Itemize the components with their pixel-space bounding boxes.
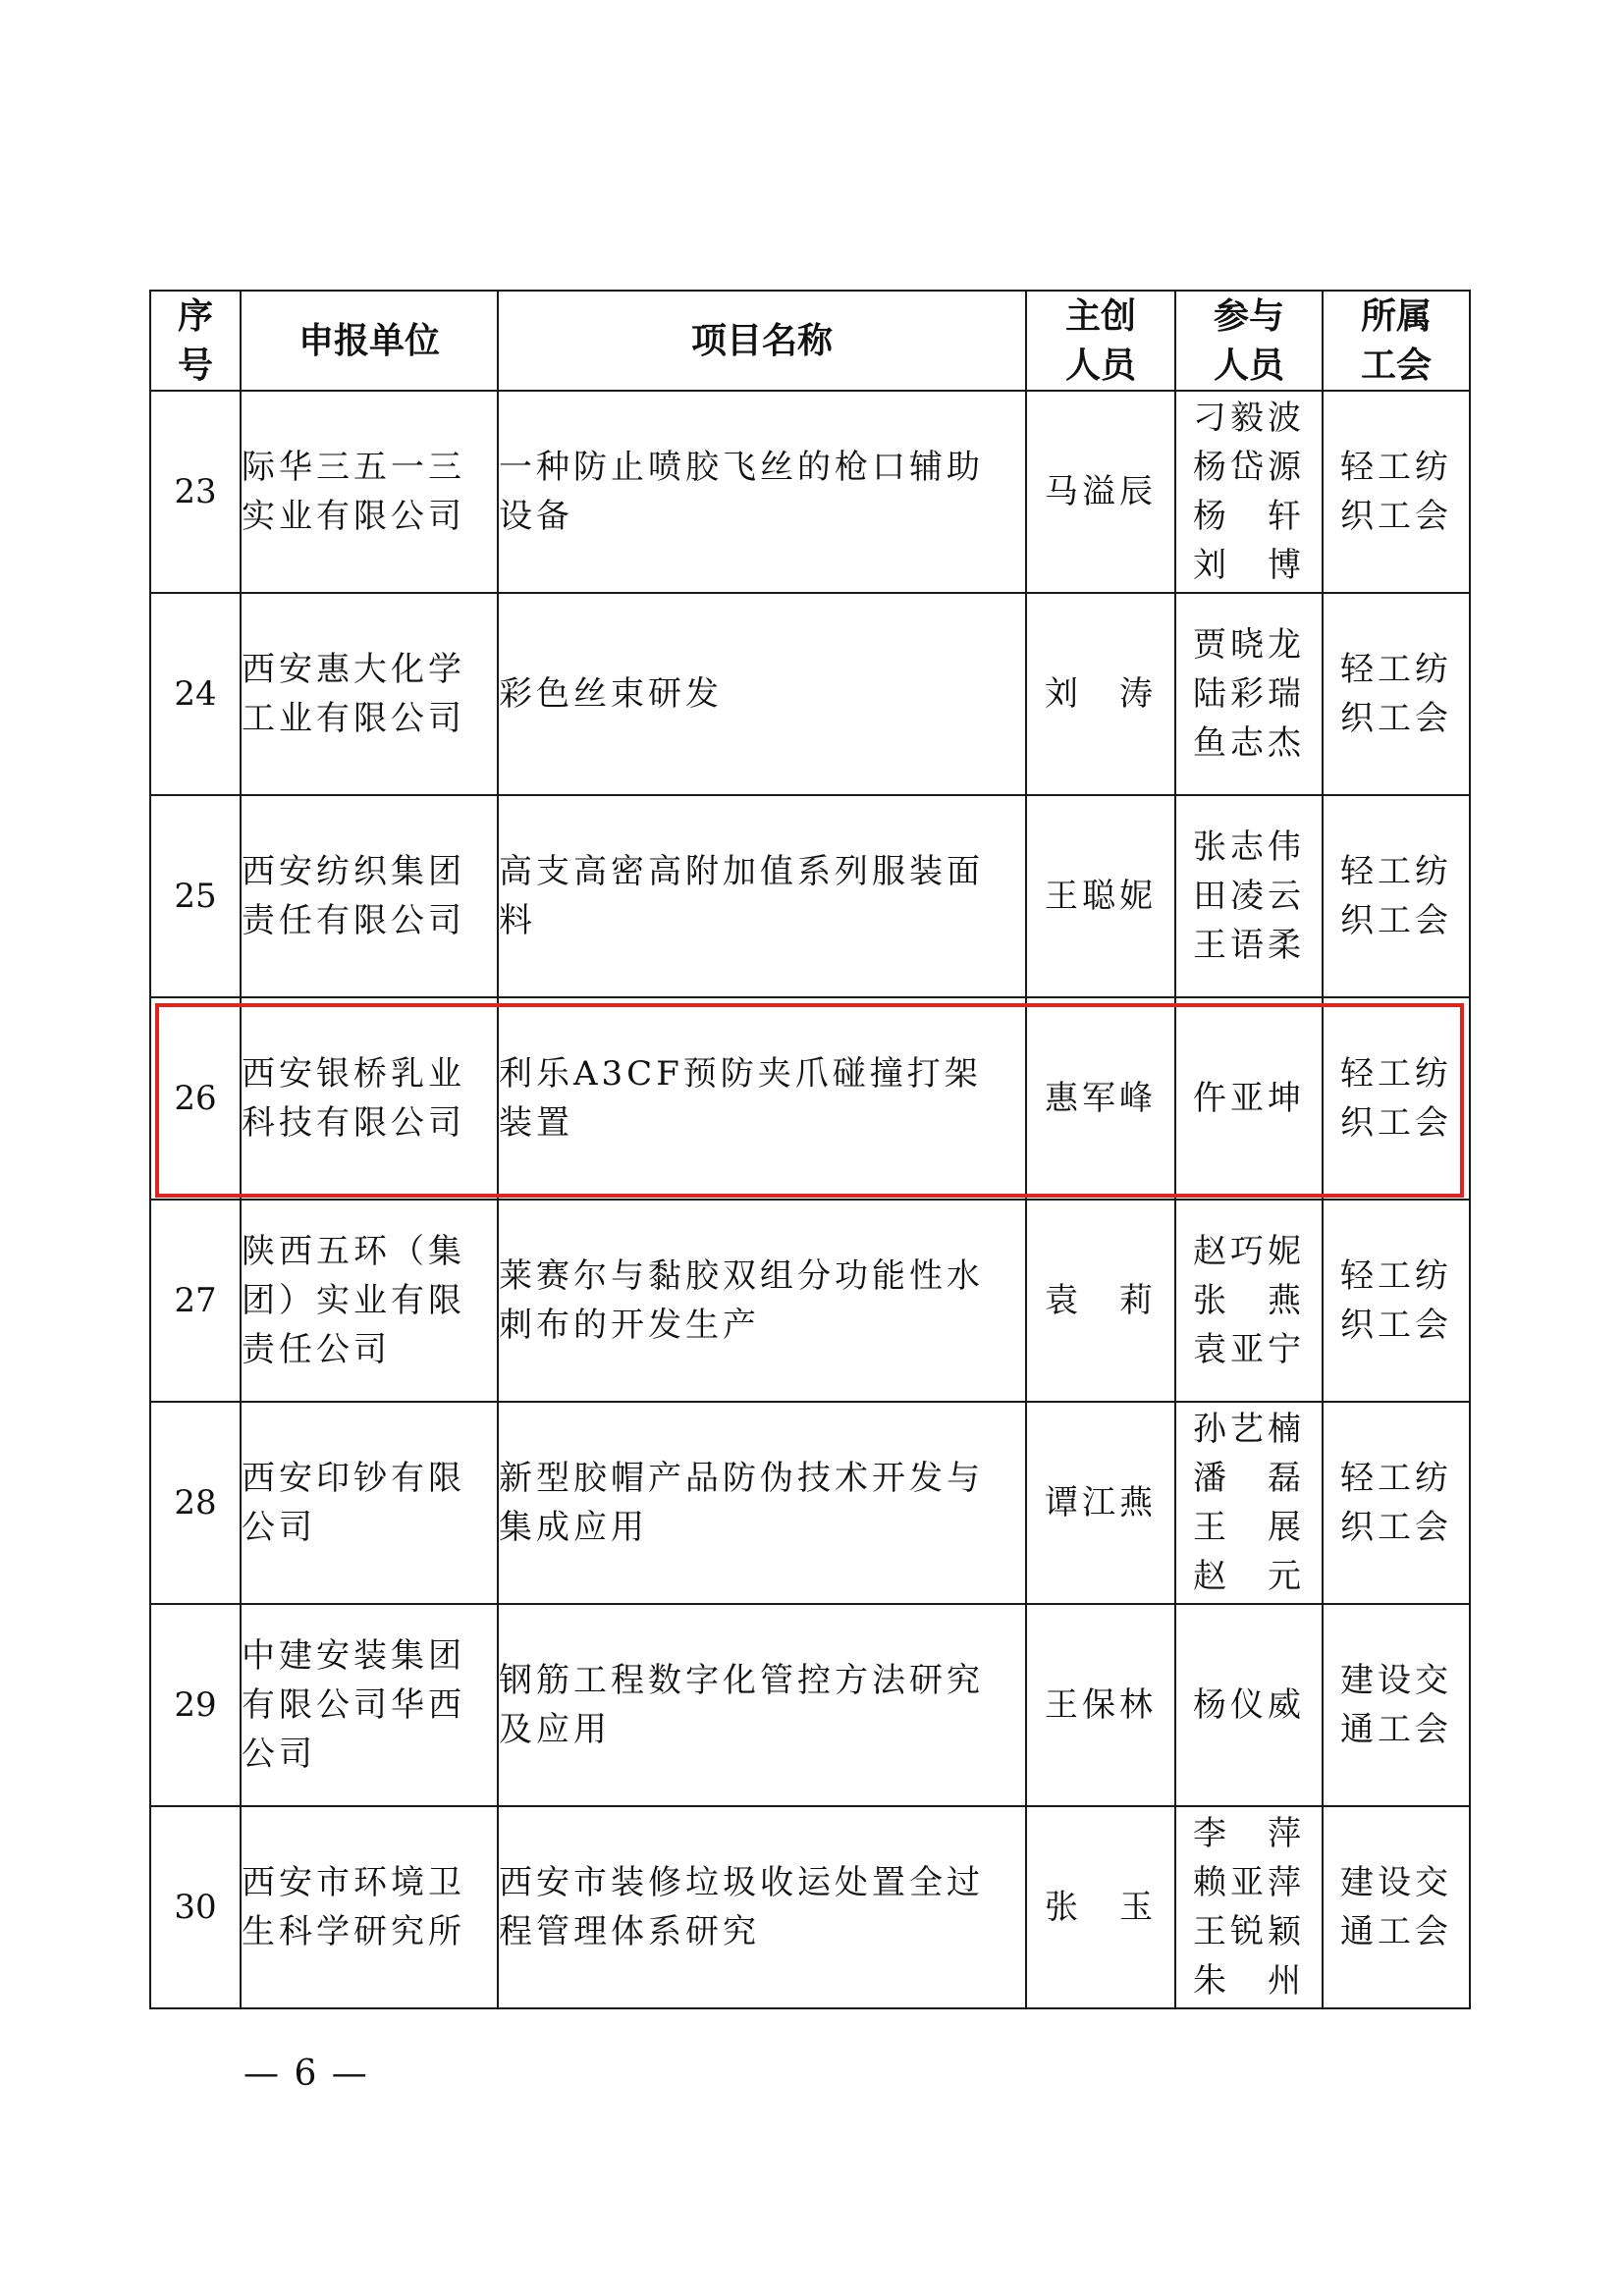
participants-line: 陆彩瑞 — [1193, 674, 1305, 714]
participants-line: 王 展 — [1193, 1508, 1305, 1547]
participants — [1175, 593, 1323, 795]
participants-line: 刁毅波 — [1193, 399, 1305, 438]
participants-line: 赖亚萍 — [1193, 1863, 1305, 1902]
applicant-unit-line: 科技有限公司 — [242, 1103, 465, 1143]
participants-line: 张 燕 — [1193, 1281, 1305, 1320]
lead-person: 刘 涛 — [1026, 593, 1175, 795]
union-name-line: 建设交 — [1340, 1661, 1452, 1700]
union-name-line: 织工会 — [1340, 1508, 1452, 1547]
lead-person: 马溢辰 — [1026, 391, 1175, 593]
applicant-unit-line: 有限公司华西 — [242, 1685, 465, 1725]
project-name-line: 装置 — [499, 1103, 573, 1143]
header-participants: 参与 人员 — [1175, 291, 1323, 391]
applicant-unit — [241, 997, 498, 1200]
row-number: 24 — [150, 593, 241, 795]
lead-person: 张 玉 — [1026, 1806, 1175, 2008]
project-name-line: 新型胶帽产品防伪技术开发与 — [499, 1459, 984, 1498]
union-name-line: 轻工纺 — [1340, 1459, 1452, 1498]
applicant-unit-line: 际华三五一三 — [242, 448, 465, 487]
applicant-unit-line: 实业有限公司 — [242, 497, 465, 536]
applicant-unit — [241, 593, 498, 795]
applicant-unit-line: 责任公司 — [242, 1330, 391, 1369]
project-name-line: 程管理体系研究 — [499, 1912, 760, 1951]
participants-line: 杨仪威 — [1193, 1685, 1305, 1725]
participants-line: 鱼志杰 — [1193, 723, 1305, 763]
union-name-line: 织工会 — [1340, 901, 1452, 940]
header-lead: 主创 人员 — [1026, 291, 1175, 391]
union-name-line: 通工会 — [1340, 1710, 1452, 1749]
participants-line: 赵 元 — [1193, 1557, 1305, 1596]
project-name-line: 彩色丝束研发 — [499, 674, 723, 714]
header-unit: 申报单位 — [241, 291, 498, 391]
project-name-line: 利乐A3CF预防夹爪碰撞打架 — [499, 1054, 982, 1094]
applicant-unit — [241, 795, 498, 997]
union-name — [1323, 593, 1470, 795]
table-row — [150, 997, 1470, 1200]
union-name-line: 建设交 — [1340, 1863, 1452, 1902]
project-name — [498, 1200, 1026, 1402]
participants-line: 袁亚宁 — [1193, 1330, 1305, 1369]
participants-line: 田凌云 — [1193, 877, 1305, 916]
lead-person: 谭江燕 — [1026, 1402, 1175, 1604]
participants-line: 王锐颖 — [1193, 1912, 1305, 1951]
participants-line: 王语柔 — [1193, 926, 1305, 965]
applicant-unit-line: 西安市环境卫 — [242, 1863, 465, 1902]
row-number: 23 — [150, 391, 241, 593]
union-name-line: 织工会 — [1340, 699, 1452, 738]
project-name-line: 钢筋工程数字化管控方法研究 — [499, 1661, 984, 1700]
participants-line: 杨 轩 — [1193, 497, 1305, 536]
participants — [1175, 997, 1323, 1200]
project-name-line: 高支高密高附加值系列服装面 — [499, 852, 984, 891]
row-number: 30 — [150, 1806, 241, 2008]
union-name-line: 轻工纺 — [1340, 1256, 1452, 1296]
project-name-line: 设备 — [499, 497, 573, 536]
union-name — [1323, 1402, 1470, 1604]
row-number: 25 — [150, 795, 241, 997]
project-name-line: 及应用 — [499, 1710, 611, 1749]
union-name — [1323, 1806, 1470, 2008]
project-name — [498, 593, 1026, 795]
project-name-line: 西安市装修垃圾收运处置全过 — [499, 1863, 984, 1902]
participants-line: 孙艺楠 — [1193, 1410, 1305, 1449]
project-name — [498, 1402, 1026, 1604]
table-row — [150, 1402, 1470, 1604]
lead-person: 王聪妮 — [1026, 795, 1175, 997]
row-number: 26 — [150, 997, 241, 1200]
row-number: 29 — [150, 1604, 241, 1806]
applicant-unit-line: 西安银桥乳业 — [242, 1054, 465, 1094]
awards-table — [149, 290, 1471, 2009]
table-row — [150, 1604, 1470, 1806]
row-number: 28 — [150, 1402, 241, 1604]
applicant-unit — [241, 1200, 498, 1402]
project-name — [498, 1806, 1026, 2008]
participants-line: 李 萍 — [1193, 1814, 1305, 1853]
project-name — [498, 1604, 1026, 1806]
union-name-line: 织工会 — [1340, 1103, 1452, 1143]
participants-line: 赵巧妮 — [1193, 1232, 1305, 1271]
participants-line: 仵亚坤 — [1193, 1079, 1305, 1118]
page-number: — 6 — — [244, 2054, 369, 2094]
lead-person: 惠军峰 — [1026, 997, 1175, 1200]
union-name-line: 织工会 — [1340, 497, 1452, 536]
project-name-line: 刺布的开发生产 — [499, 1306, 760, 1345]
applicant-unit — [241, 1604, 498, 1806]
project-name — [498, 795, 1026, 997]
applicant-unit-line: 西安印钞有限 — [242, 1459, 465, 1498]
union-name — [1323, 1604, 1470, 1806]
table-row — [150, 795, 1470, 997]
project-name — [498, 391, 1026, 593]
participants — [1175, 391, 1323, 593]
union-name — [1323, 997, 1470, 1200]
applicant-unit-line: 责任有限公司 — [242, 901, 465, 940]
participants-line: 贾晓龙 — [1193, 625, 1305, 665]
participants-line: 张志伟 — [1193, 828, 1305, 867]
row-number: 27 — [150, 1200, 241, 1402]
union-name — [1323, 1200, 1470, 1402]
union-name-line: 轻工纺 — [1340, 852, 1452, 891]
applicant-unit-line: 陕西五环（集 — [242, 1232, 465, 1271]
applicant-unit-line: 工业有限公司 — [242, 699, 465, 738]
applicant-unit-line: 西安惠大化学 — [242, 650, 465, 689]
table-row — [150, 391, 1470, 593]
applicant-unit-line: 公司 — [242, 1735, 316, 1774]
table-row — [150, 1806, 1470, 2008]
applicant-unit-line: 中建安装集团 — [242, 1636, 465, 1676]
header-project: 项目名称 — [498, 291, 1026, 391]
table-row — [150, 593, 1470, 795]
union-name-line: 轻工纺 — [1340, 1054, 1452, 1094]
applicant-unit — [241, 1402, 498, 1604]
union-name — [1323, 795, 1470, 997]
participants — [1175, 1402, 1323, 1604]
header-union: 所属 工会 — [1323, 291, 1470, 391]
project-name-line: 集成应用 — [499, 1508, 648, 1547]
project-name-line: 一种防止喷胶飞丝的枪口辅助 — [499, 448, 984, 487]
applicant-unit — [241, 391, 498, 593]
applicant-unit-line: 生科学研究所 — [242, 1912, 465, 1951]
applicant-unit — [241, 1806, 498, 2008]
applicant-unit-line: 西安纺织集团 — [242, 852, 465, 891]
applicant-unit-line: 公司 — [242, 1508, 316, 1547]
union-name-line: 轻工纺 — [1340, 650, 1452, 689]
participants-line: 杨岱源 — [1193, 448, 1305, 487]
union-name-line: 轻工纺 — [1340, 448, 1452, 487]
lead-person: 王保林 — [1026, 1604, 1175, 1806]
project-name — [498, 997, 1026, 1200]
project-name-line: 莱赛尔与黏胶双组分功能性水 — [499, 1256, 984, 1296]
table-header — [150, 291, 1470, 391]
table-body — [150, 391, 1470, 2008]
lead-person: 袁 莉 — [1026, 1200, 1175, 1402]
participants — [1175, 1200, 1323, 1402]
union-name-line: 织工会 — [1340, 1306, 1452, 1345]
participants-line: 刘 博 — [1193, 546, 1305, 585]
applicant-unit-line: 团）实业有限 — [242, 1281, 465, 1320]
table-row — [150, 1200, 1470, 1402]
participants — [1175, 1604, 1323, 1806]
participants — [1175, 795, 1323, 997]
participants-line: 潘 磊 — [1193, 1459, 1305, 1498]
participants-line: 朱 州 — [1193, 1961, 1305, 2001]
participants — [1175, 1806, 1323, 2008]
header-no: 序 号 — [150, 291, 241, 391]
project-name-line: 料 — [499, 901, 536, 940]
union-name — [1323, 391, 1470, 593]
union-name-line: 通工会 — [1340, 1912, 1452, 1951]
